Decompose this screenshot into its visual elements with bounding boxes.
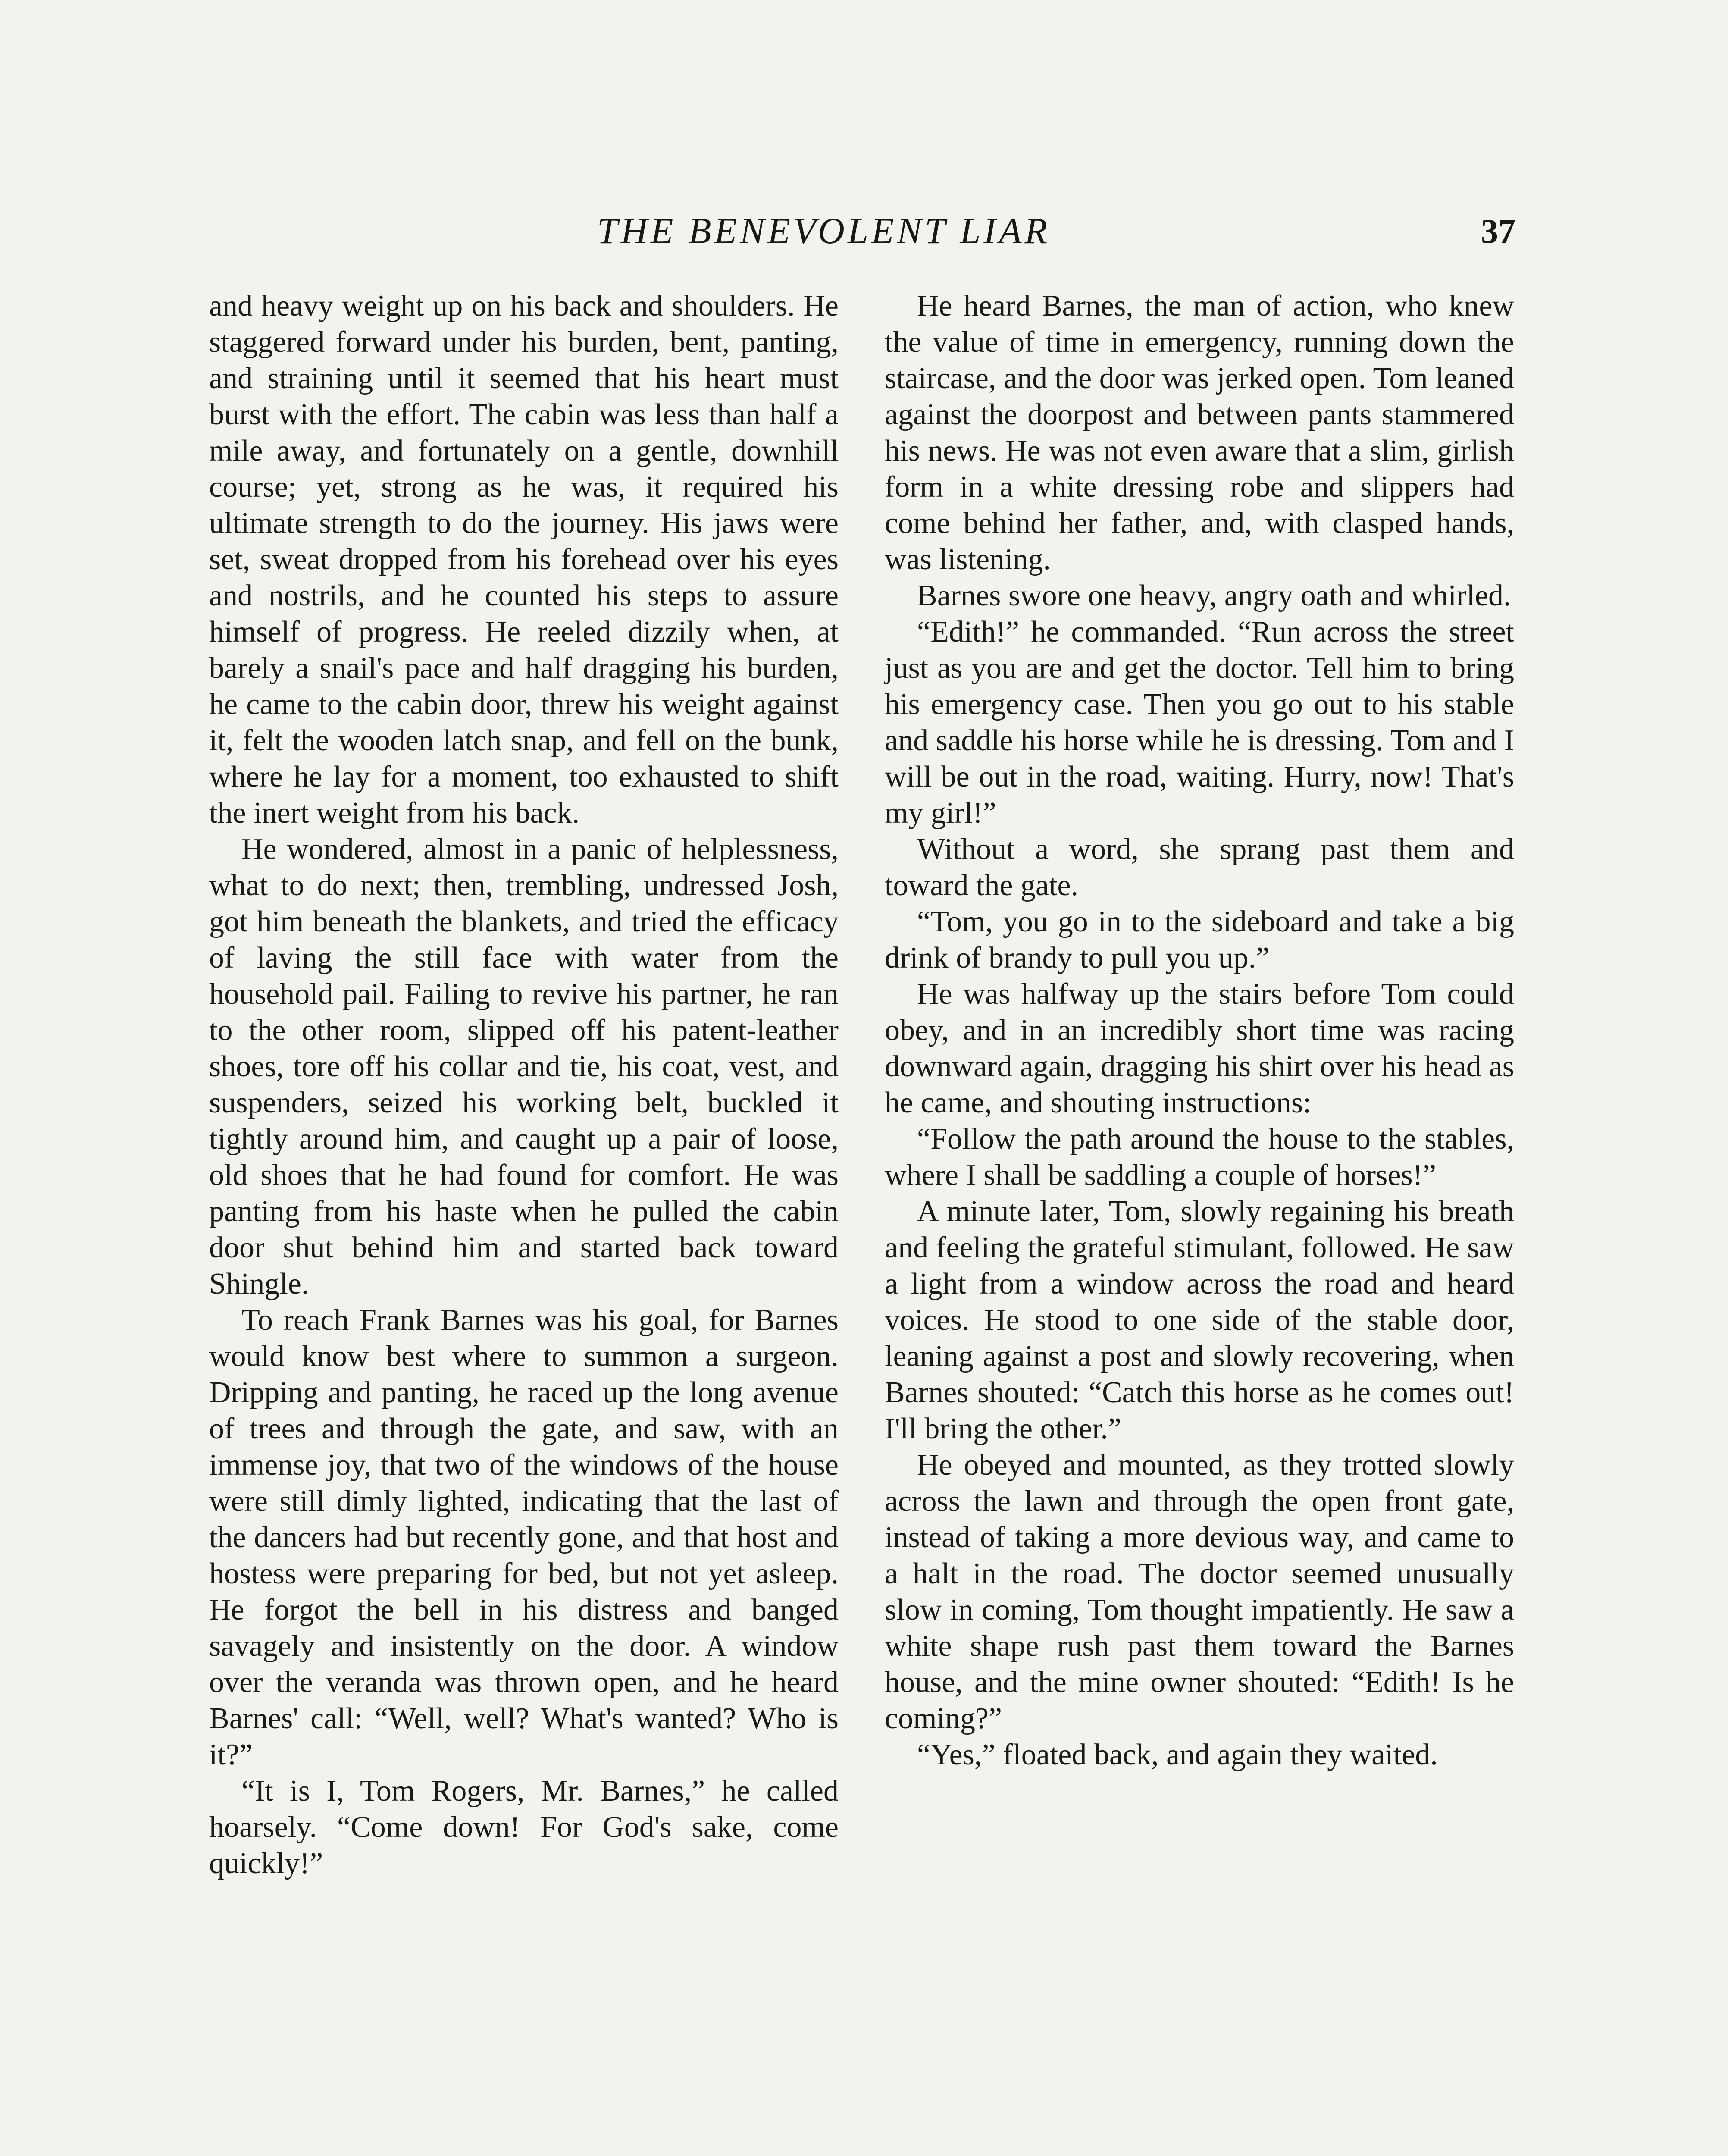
right-paragraph-1: He heard Barnes, the man of action, who knew the value of time in emergency, running down the staircase, and the door was jerked open. Tom leaned against the doorpost and between pants stammered his news. He was not even aware that a slim, girlish form in a white dressing robe and slippers had come behind her father, and, with clasped hands, was listening. bbox=[885, 289, 1514, 576]
left-paragraph-2: He wondered, almost in a panic of helplessness, what to do next; then, trembling, undressed Josh, got him beneath the blankets, and tried the efficacy of laving the still face with water from the household pail. Failing to revive his partner, he ran to the other room, slipped off his patent-leather shoes, tore off his collar and tie, his coat, vest, and suspenders, seized his working belt, buckled it tightly around him, and caught up a pair of loose, old shoes that he had found for comfort. He was panting from his haste when he pulled the cabin door shut behind him and started back toward Shingle. bbox=[209, 833, 839, 1300]
left-paragraph-4: “It is I, Tom Rogers, Mr. Barnes,” he called hoarsely. “Come down! For God's sake, come quickly!” bbox=[209, 1774, 839, 1880]
right-paragraph-4: Without a word, she sprang past them and toward the gate. bbox=[885, 833, 1514, 902]
right-paragraph-2: Barnes swore one heavy, angry oath and whirled. bbox=[917, 579, 1511, 612]
page-number: 37 bbox=[1481, 213, 1515, 251]
right-paragraph-3: “Edith!” he commanded. “Run across the street just as you are and get the doctor. Tell him to bring his emergency case. Then you go out to his stable and saddle his horse while he is dressing. Tom and I will be out in the road, waiting. Hurry, now! That's my girl!” bbox=[885, 615, 1514, 830]
right-paragraph-9: He obeyed and mounted, as they trotted slowly across the lawn and through the open front gate, instead of taking a more devious way, and came to a halt in the road. The doctor seemed unusually slow in coming, Tom thought impatiently. He saw a white shape rush past them toward the Barnes house, and the mine owner shouted: “Edith! Is he coming?” bbox=[885, 1448, 1514, 1735]
left-text-column bbox=[209, 288, 839, 1882]
running-head-title: THE BENEVOLENT LIAR bbox=[597, 210, 1051, 251]
right-text-column bbox=[885, 288, 1514, 1773]
left-paragraph-1: and heavy weight up on his back and shoulders. He staggered forward under his burden, bent, panting, and straining until it seemed that his heart must burst with the effort. The cabin was less than half a mile away, and fortunately on a gentle, downhill course; yet, strong as he was, it required his ultimate strength to do the journey. His jaws were set, sweat dropped from his forehead over his eyes and nostrils, and he counted his steps to assure himself of progress. He reeled dizzily when, at barely a snail's pace and half dragging his burden, he came to the cabin door, threw his weight against it, felt the wooden latch snap, and fell on the bunk, where he lay for a moment, too exhausted to shift the inert weight from his back. bbox=[209, 289, 839, 830]
left-paragraph-3: To reach Frank Barnes was his goal, for Barnes would know best where to summon a surgeon. Dripping and panting, he raced up the long avenue of trees and through the gate, and saw, with an immense joy, that two of the windows of the house were still dimly lighted, indicating that the last of the dancers had but recently gone, and that host and hostess were preparing for bed, but not yet asleep. He forgot the bell in his distress and banged savagely and insistently on the door. A window over the veranda was thrown open, and he heard Barnes' call: “Well, well? What's wanted? Who is it?” bbox=[209, 1304, 839, 1771]
right-paragraph-10: “Yes,” floated back, and again they waited. bbox=[917, 1738, 1438, 1771]
right-paragraph-6: He was halfway up the stairs before Tom could obey, and in an incredibly short time was racing downward again, dragging his shirt over his head as he came, and shouting instructions: bbox=[885, 978, 1514, 1119]
right-paragraph-8: A minute later, Tom, slowly regaining his breath and feeling the grateful stimulant, followed. He saw a light from a window across the road and heard voices. He stood to one side of the stable door, leaning against a post and slowly recovering, when Barnes shouted: “Catch this horse as he comes out! I'll bring the other.” bbox=[885, 1195, 1514, 1445]
right-paragraph-5: “Tom, you go in to the sideboard and take a big drink of brandy to pull you up.” bbox=[885, 905, 1514, 975]
right-paragraph-7: “Follow the path around the house to the stables, where I shall be saddling a couple of horses!” bbox=[885, 1122, 1514, 1192]
